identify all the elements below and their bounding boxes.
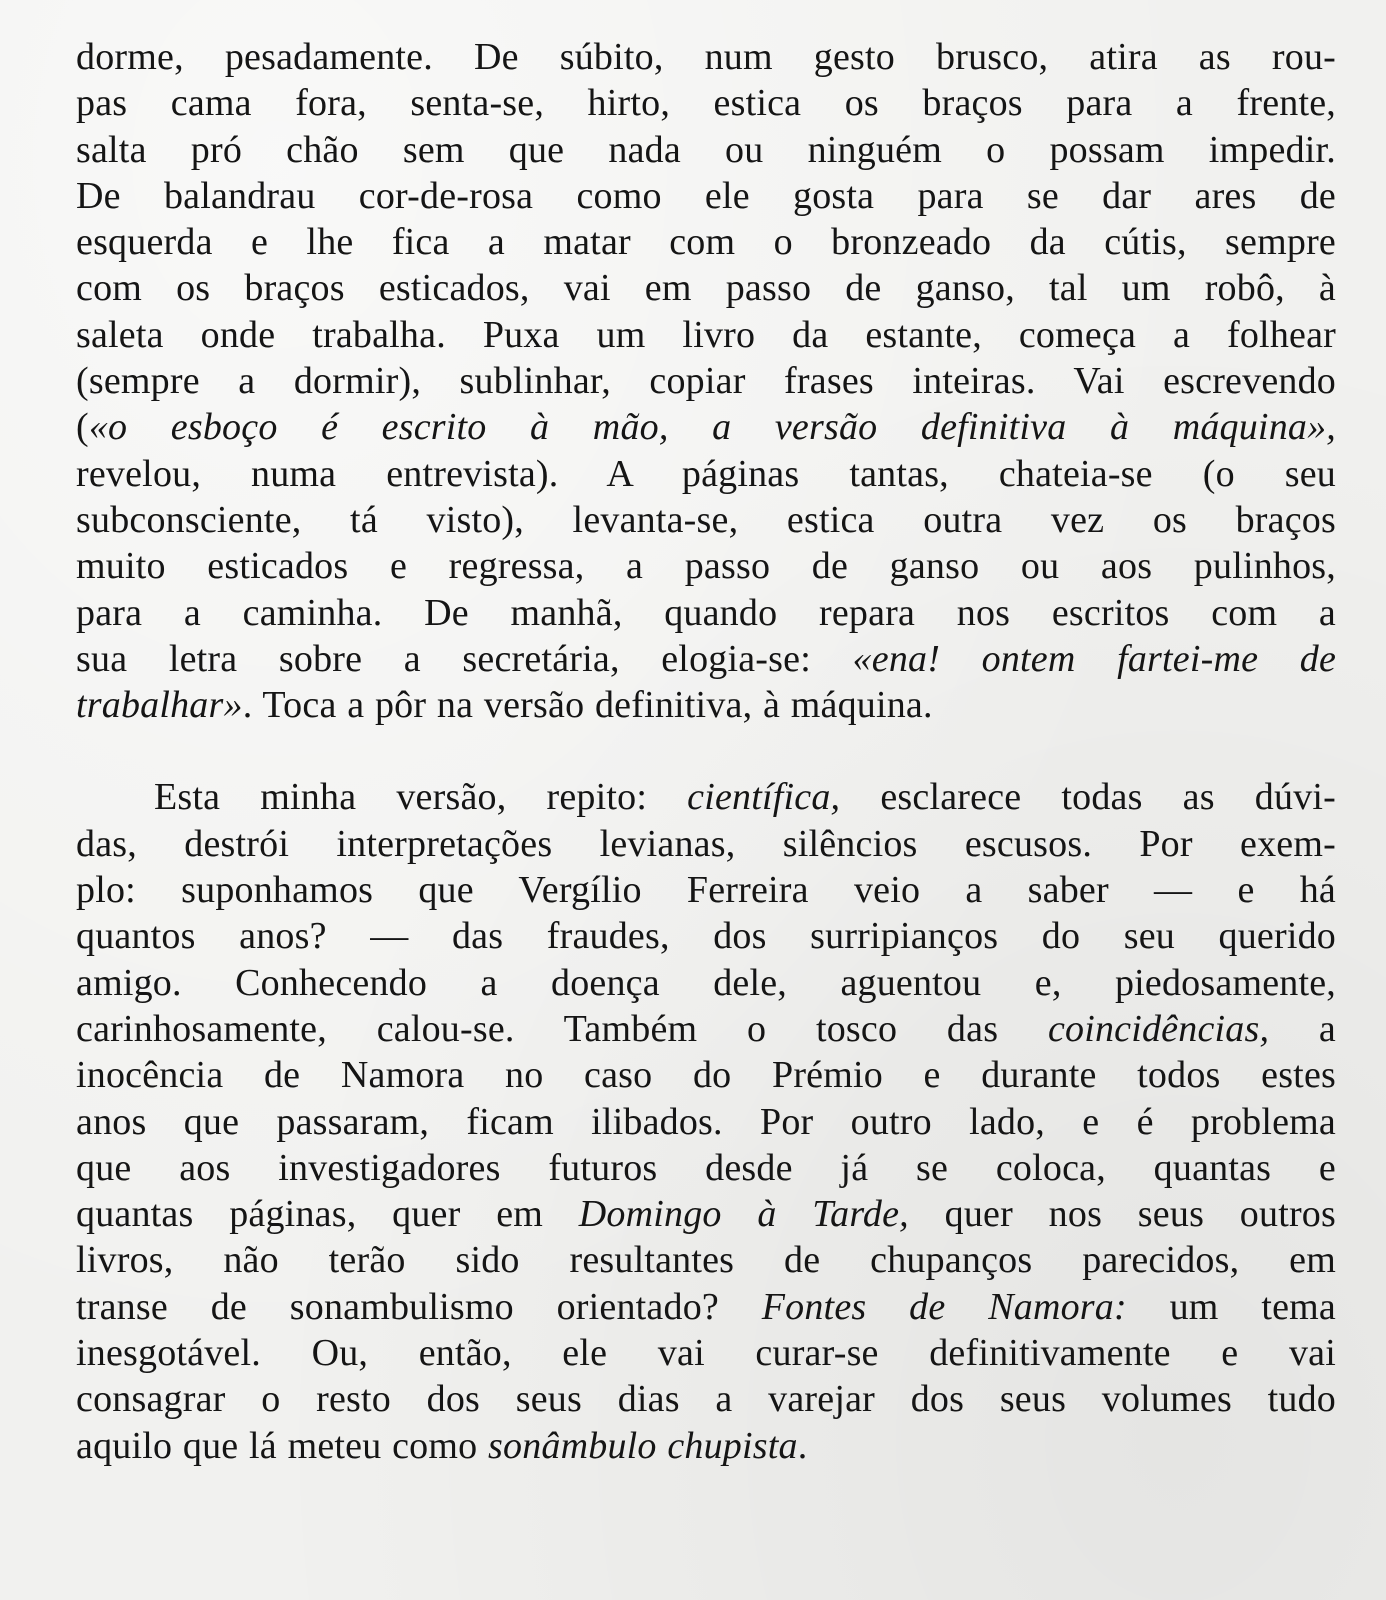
text-line xyxy=(76,1423,1336,1469)
paragraph-1 xyxy=(76,34,1336,728)
text-line: salta pró chão sem que nada ou ninguém o possam impedir. xyxy=(76,128,1336,171)
text-segment: Esta minha versão, repito: xyxy=(154,776,648,819)
text-segment: a xyxy=(1318,1007,1336,1050)
text-line: quantos anos? — das fraudes, dos surripianços do seu querido xyxy=(76,915,1336,958)
text-line: consagrar o resto dos seus dias a varejar dos seus volumes tudo xyxy=(76,1378,1336,1421)
text-line: esquerda e lhe fica a matar com o bronzeado da cútis, sempre xyxy=(76,221,1336,264)
text-segment: esclarece todas as dúvi- xyxy=(880,776,1336,819)
text-segment: transe de sonambulismo orientado? xyxy=(76,1285,719,1328)
text-segment: carinhosamente, calou-se. Também o tosco das xyxy=(76,1007,999,1050)
text-line: inesgotável. Ou, então, ele vai curar-se definitivamente e vai xyxy=(76,1332,1336,1375)
text-segment: . Toca a pôr na versão definitiva, à máquina. xyxy=(242,684,933,727)
text-line xyxy=(76,636,1336,682)
text-line: muito esticados e regressa, a passo de ganso ou aos pulinhos, xyxy=(76,545,1336,588)
italic-word: científica, xyxy=(687,776,841,819)
text-line: inocência de Namora no caso do Prémio e durante todos estes xyxy=(76,1054,1336,1097)
italic-word: sonâmbulo chupista xyxy=(488,1424,798,1467)
paragraph-gap xyxy=(76,728,1336,774)
text-segment: quer nos seus outros xyxy=(944,1193,1336,1236)
text-segment: sua letra sobre a secretária, elogia-se: xyxy=(76,637,811,680)
italic-quote: «o esboço é escrito à mão, a versão definitiva à máquina», xyxy=(88,406,1336,449)
text-segment: . xyxy=(797,1424,808,1467)
text-segment: quantas páginas, quer em xyxy=(76,1193,544,1236)
italic-word: coincidências, xyxy=(1047,1007,1270,1050)
text-line xyxy=(76,774,1336,820)
italic-title: Fontes de Namora: xyxy=(761,1285,1127,1328)
text-line xyxy=(76,1284,1336,1330)
text-line: das, destrói interpretações levianas, silêncios escusos. Por exem- xyxy=(76,822,1336,865)
text-line: com os braços esticados, vai em passo de ganso, tal um robô, à xyxy=(76,267,1336,310)
italic-quote: «ena! ontem fartei-me de xyxy=(852,637,1336,680)
text-line: pas cama fora, senta-se, hirto, estica os braços para a frente, xyxy=(76,82,1336,125)
text-line: De balandrau cor-de-rosa como ele gosta para se dar ares de xyxy=(76,174,1336,217)
text-line: amigo. Conhecendo a doença dele, aguentou e, piedosamente, xyxy=(76,961,1336,1004)
text-line: («o esboço é escrito à mão, a versão definitiva à máquina», xyxy=(76,406,1336,449)
text-line: livros, não terão sido resultantes de chupanços parecidos, em xyxy=(76,1239,1336,1282)
text-line xyxy=(76,1006,1336,1052)
text-line: plo: suponhamos que Vergílio Ferreira veio a saber — e há xyxy=(76,869,1336,912)
text-line: para a caminha. De manhã, quando repara nos escritos com a xyxy=(76,591,1336,634)
page-text xyxy=(76,34,1336,1469)
text-line xyxy=(76,682,1336,728)
text-line: que aos investigadores futuros desde já se coloca, quantas e xyxy=(76,1146,1336,1189)
text-segment: aquilo que lá meteu como xyxy=(76,1424,478,1467)
text-line: revelou, numa entrevista). A páginas tantas, chateia-se (o seu xyxy=(76,452,1336,495)
italic-title: Domingo à Tarde, xyxy=(578,1193,909,1236)
text-line xyxy=(76,1191,1336,1237)
text-line: (sempre a dormir), sublinhar, copiar frases inteiras. Vai escrevendo xyxy=(76,360,1336,403)
text-line: saleta onde trabalha. Puxa um livro da estante, começa a folhear xyxy=(76,313,1336,356)
paragraph-2 xyxy=(76,774,1336,1468)
text-line: anos que passaram, ficam ilibados. Por outro lado, e é problema xyxy=(76,1100,1336,1143)
text-line: dorme, pesadamente. De súbito, num gesto brusco, atira as rou- xyxy=(76,36,1336,78)
italic-quote: trabalhar» xyxy=(76,684,243,727)
text-line: subconsciente, tá visto), levanta-se, estica outra vez os braços xyxy=(76,498,1336,541)
text-segment: um tema xyxy=(1169,1285,1336,1328)
